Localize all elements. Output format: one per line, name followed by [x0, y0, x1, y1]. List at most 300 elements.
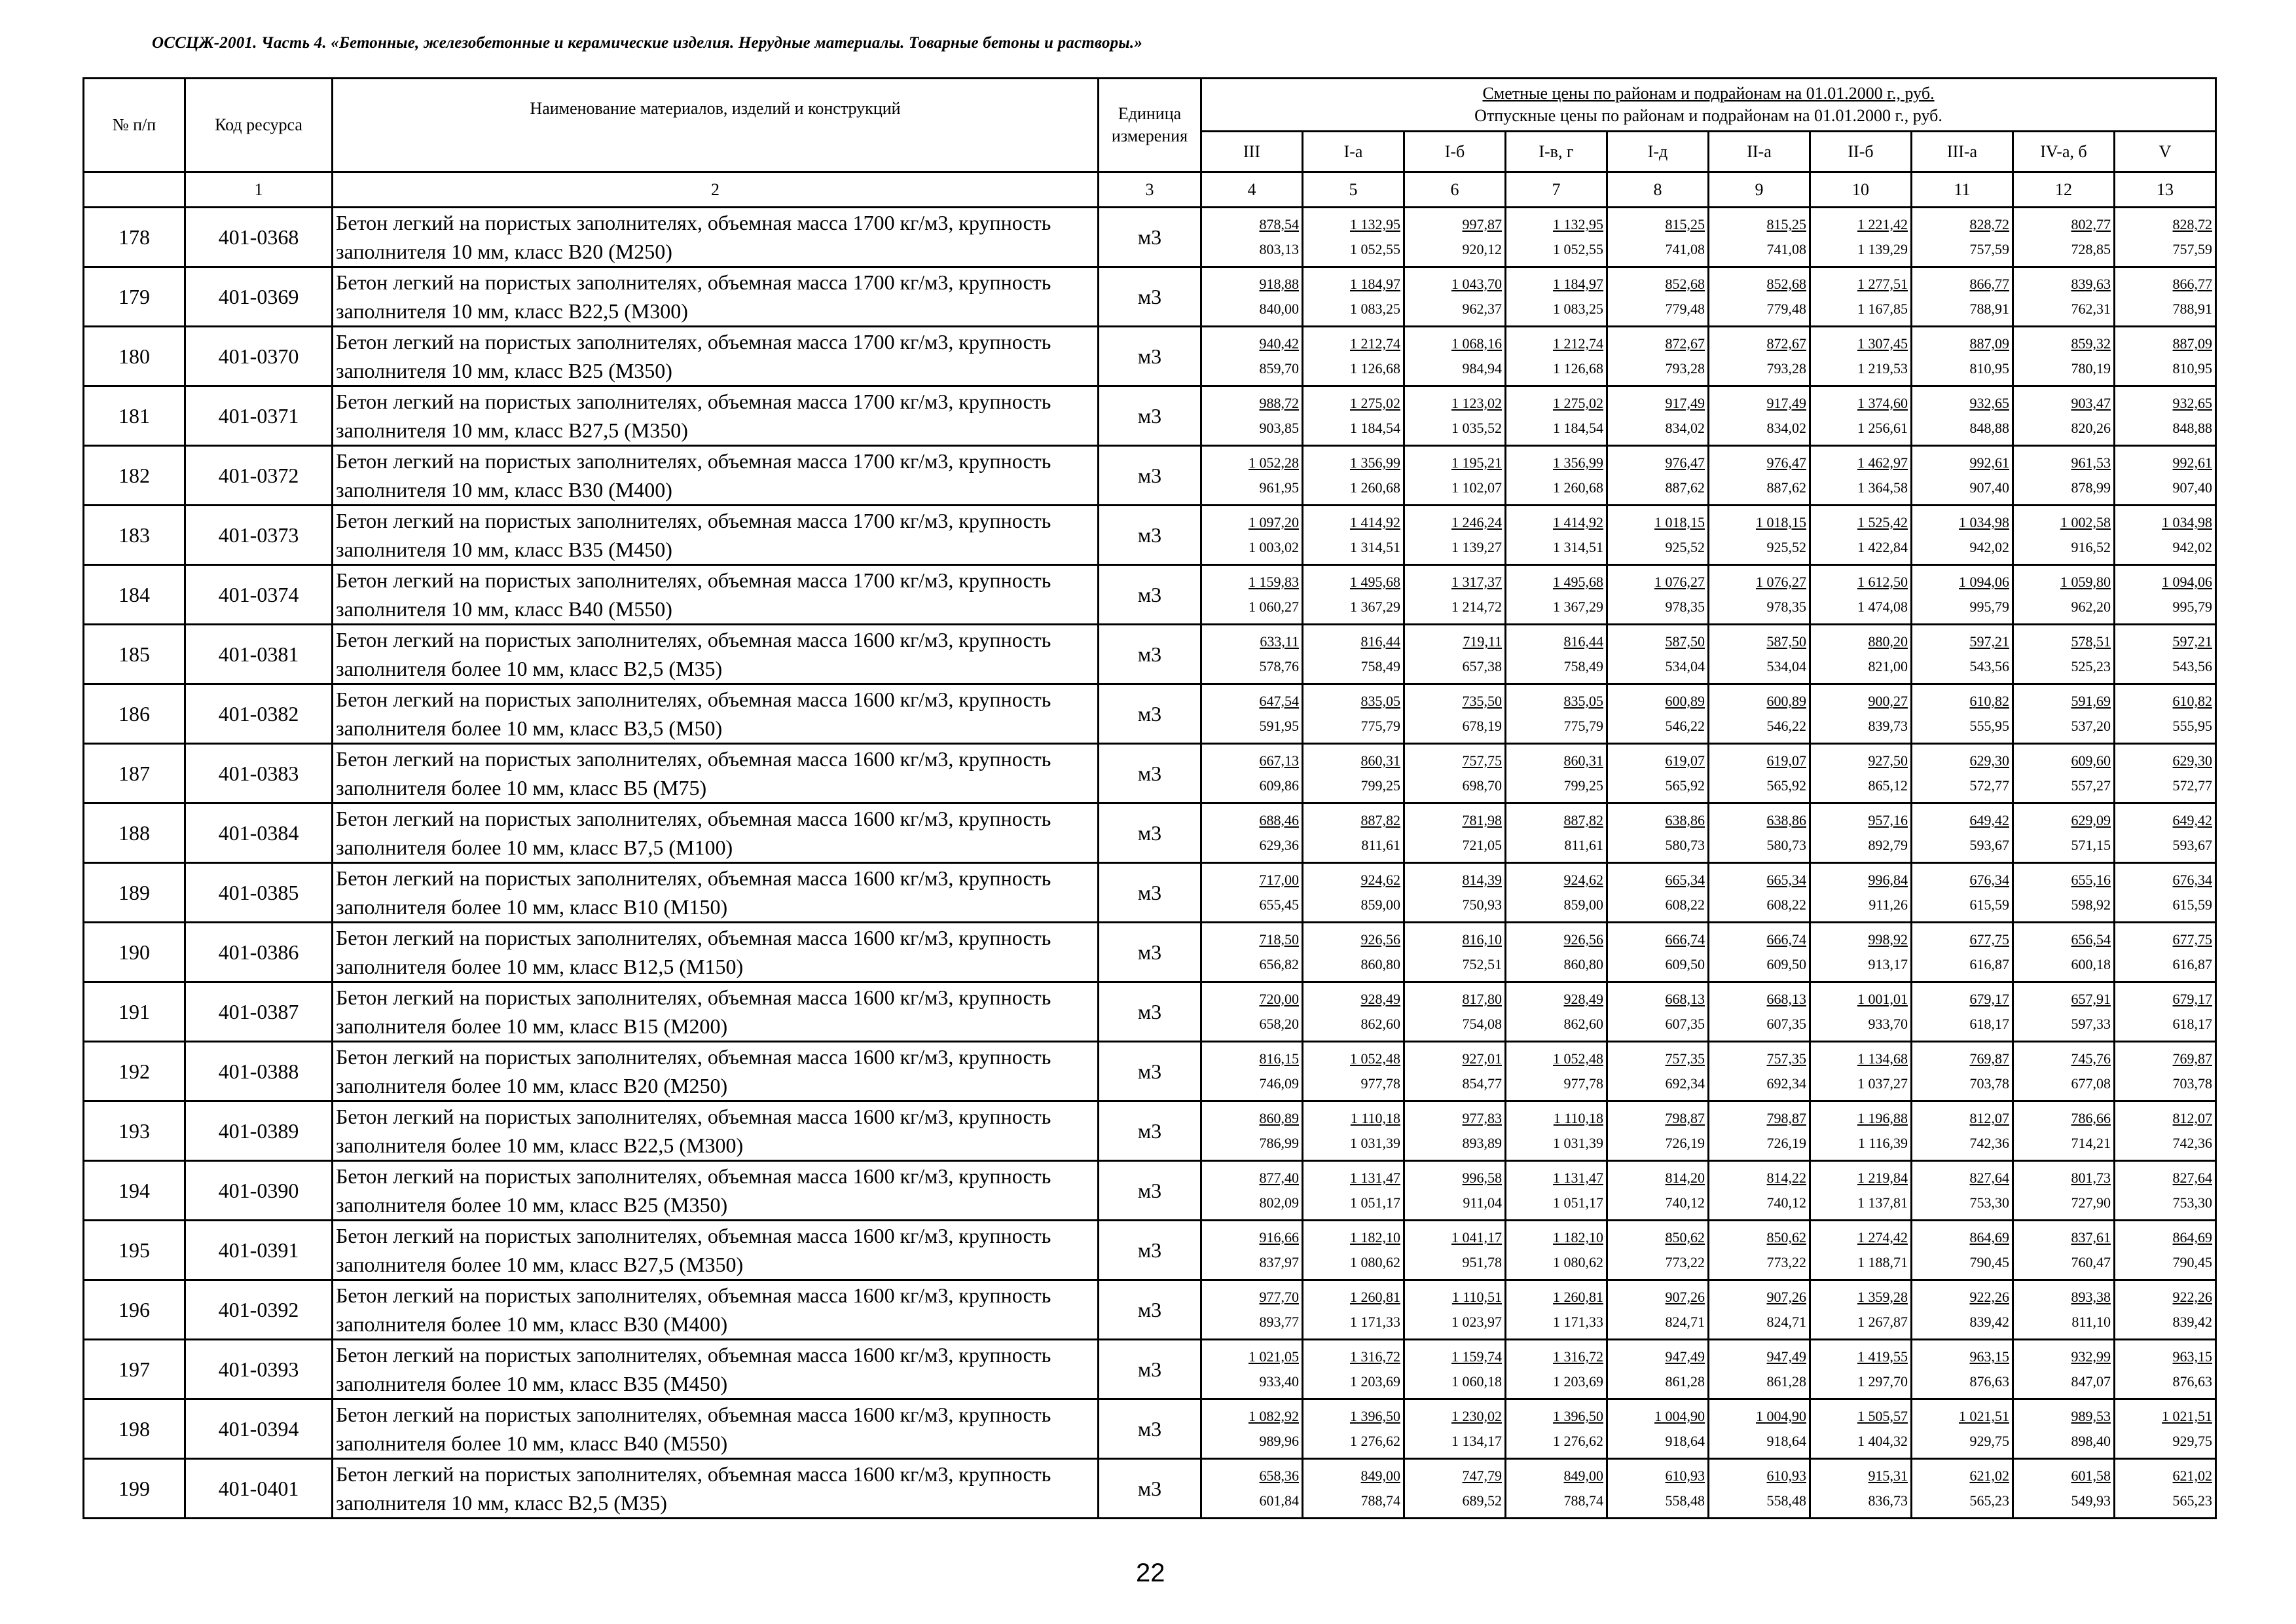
material-name: Бетон легкий на пористых заполнителях, объемная масса 1600 кг/м3, крупность заполнителя более 10 мм, класс В22,5 (М300) — [333, 1101, 1099, 1161]
price-cell — [2013, 1340, 2115, 1399]
price-cell — [1303, 1459, 1404, 1519]
price-cell — [1607, 1221, 1709, 1280]
estimate-price: 947,49 — [1665, 1348, 1705, 1365]
price-cell — [1303, 625, 1404, 684]
estimate-price: 1 110,18 — [1350, 1110, 1400, 1126]
material-name: Бетон легкий на пористых заполнителях, объемная масса 1600 кг/м3, крупность заполнителя 10 мм, класс В2,5 (М35) — [333, 1459, 1099, 1519]
estimate-price: 647,54 — [1259, 693, 1299, 709]
release-price: 600,18 — [2071, 956, 2111, 972]
estimate-price: 1 462,97 — [1857, 454, 1908, 471]
price-title-estimate: Сметные цены по районам и подрайонам на 01.01.2000 г., руб. — [1482, 84, 1935, 103]
material-name: Бетон легкий на пористых заполнителях, объемная масса 1600 кг/м3, крупность заполнителя более 10 мм, класс В20 (М250) — [333, 1042, 1099, 1101]
row-number: 192 — [84, 1042, 185, 1101]
estimate-price: 1 195,21 — [1451, 454, 1502, 471]
estimate-price: 839,63 — [2071, 276, 2111, 292]
release-price: 918,64 — [1665, 1433, 1705, 1449]
column-number: 1 — [185, 172, 333, 208]
release-price: 810,95 — [1969, 360, 2009, 377]
release-price: 799,25 — [1563, 777, 1603, 794]
release-price: 839,73 — [1868, 718, 1908, 734]
release-price: 839,42 — [2172, 1314, 2213, 1330]
price-cell — [2115, 267, 2216, 327]
estimate-price: 747,79 — [1462, 1467, 1502, 1484]
estimate-price: 719,11 — [1463, 633, 1502, 650]
release-price: 916,52 — [2071, 539, 2111, 555]
column-number: 12 — [2013, 172, 2115, 208]
release-price: 1 260,68 — [1350, 479, 1400, 496]
release-price: 793,28 — [1665, 360, 1705, 377]
release-price: 811,61 — [1564, 837, 1603, 853]
estimate-price: 997,87 — [1462, 216, 1502, 232]
row-number: 180 — [84, 327, 185, 386]
estimate-price: 1 182,10 — [1350, 1229, 1400, 1246]
unit-of-measure: м3 — [1099, 1459, 1201, 1519]
price-cell — [1607, 506, 1709, 565]
price-cell — [1912, 1042, 2013, 1101]
price-cell — [1810, 1161, 1912, 1221]
price-cell — [1912, 386, 2013, 446]
release-price: 1 267,87 — [1857, 1314, 1908, 1330]
price-cell — [1607, 1280, 1709, 1340]
estimate-price: 1 123,02 — [1451, 395, 1502, 411]
release-price: 1 276,62 — [1350, 1433, 1400, 1449]
row-number: 199 — [84, 1459, 185, 1519]
estimate-price: 1 505,57 — [1857, 1408, 1908, 1424]
estimate-price: 880,20 — [1868, 633, 1908, 650]
material-name: Бетон легкий на пористых заполнителях, объемная масса 1600 кг/м3, крупность заполнителя более 10 мм, класс В15 (М200) — [333, 982, 1099, 1042]
release-price: 593,67 — [1969, 837, 2009, 853]
price-cell — [1506, 327, 1607, 386]
estimate-price: 961,53 — [2071, 454, 2111, 471]
table-row — [84, 386, 2216, 446]
price-cell — [1607, 446, 1709, 506]
release-price: 721,05 — [1462, 837, 1502, 853]
table-row — [84, 1399, 2216, 1459]
price-cell — [1607, 1161, 1709, 1221]
price-cell — [2013, 1280, 2115, 1340]
price-cell — [2013, 1221, 2115, 1280]
release-price: 925,52 — [1665, 539, 1705, 555]
estimate-price: 745,76 — [2071, 1050, 2111, 1067]
release-price: 656,82 — [1259, 956, 1299, 972]
price-cell — [1404, 1399, 1506, 1459]
estimate-price: 866,77 — [2172, 276, 2213, 292]
release-price: 742,36 — [2172, 1135, 2213, 1151]
price-cell — [1404, 1042, 1506, 1101]
material-name: Бетон легкий на пористых заполнителях, объемная масса 1600 кг/м3, крупность заполнителя более 10 мм, класс В5 (М75) — [333, 744, 1099, 803]
release-price: 1 083,25 — [1350, 301, 1400, 317]
estimate-price: 676,34 — [1969, 872, 2009, 888]
resource-code: 401-0383 — [185, 744, 333, 803]
table-row — [84, 1101, 2216, 1161]
unit-of-measure: м3 — [1099, 1042, 1201, 1101]
release-price: 565,92 — [1665, 777, 1705, 794]
price-cell — [1709, 267, 1810, 327]
price-cell — [1810, 625, 1912, 684]
estimate-price: 591,69 — [2071, 693, 2111, 709]
unit-of-measure: м3 — [1099, 386, 1201, 446]
price-cell — [2115, 1280, 2216, 1340]
release-price: 1 051,17 — [1350, 1194, 1400, 1211]
estimate-price: 717,00 — [1259, 872, 1299, 888]
release-price: 740,12 — [1665, 1194, 1705, 1211]
material-name: Бетон легкий на пористых заполнителях, объемная масса 1700 кг/м3, крупность заполнителя 10 мм, класс В25 (М350) — [333, 327, 1099, 386]
price-cell — [1607, 863, 1709, 923]
release-price: 1 404,32 — [1857, 1433, 1908, 1449]
release-price: 591,95 — [1259, 718, 1299, 734]
price-cell — [1506, 1161, 1607, 1221]
release-price: 537,20 — [2071, 718, 2111, 734]
estimate-price: 1 018,15 — [1756, 514, 1806, 530]
price-cell — [1303, 506, 1404, 565]
estimate-price: 1 052,48 — [1553, 1050, 1603, 1067]
estimate-price: 963,15 — [1969, 1348, 2009, 1365]
release-price: 834,02 — [1766, 420, 1806, 436]
price-cell — [1303, 208, 1404, 267]
column-number: 3 — [1099, 172, 1201, 208]
resource-code: 401-0371 — [185, 386, 333, 446]
estimate-price: 814,20 — [1665, 1170, 1705, 1186]
price-cell — [2013, 1459, 2115, 1519]
price-cell — [2115, 923, 2216, 982]
release-price: 802,09 — [1259, 1194, 1299, 1211]
release-price: 876,63 — [1969, 1373, 2009, 1390]
price-cell — [1912, 684, 2013, 744]
table-row — [84, 1340, 2216, 1399]
price-cell — [1303, 684, 1404, 744]
estimate-price: 1 212,74 — [1350, 335, 1400, 352]
estimate-price: 1 094,06 — [2162, 574, 2213, 590]
estimate-price: 668,13 — [1665, 991, 1705, 1007]
estimate-price: 688,46 — [1259, 812, 1299, 828]
release-price: 1 203,69 — [1553, 1373, 1603, 1390]
price-cell — [2115, 208, 2216, 267]
resource-code: 401-0373 — [185, 506, 333, 565]
estimate-price: 601,58 — [2071, 1467, 2111, 1484]
price-cell — [1506, 386, 1607, 446]
price-cell — [1810, 1221, 1912, 1280]
estimate-price: 1 260,81 — [1553, 1289, 1603, 1305]
row-number: 182 — [84, 446, 185, 506]
estimate-price: 866,77 — [1969, 276, 2009, 292]
estimate-price: 1 132,95 — [1350, 216, 1400, 232]
release-price: 788,74 — [1360, 1492, 1400, 1509]
unit-of-measure: м3 — [1099, 506, 1201, 565]
price-cell — [1709, 506, 1810, 565]
price-cell — [1912, 327, 2013, 386]
release-price: 703,78 — [2172, 1075, 2213, 1092]
unit-of-measure: м3 — [1099, 208, 1201, 267]
price-cell — [1404, 625, 1506, 684]
release-price: 1 083,25 — [1553, 301, 1603, 317]
price-cell — [1607, 1459, 1709, 1519]
release-price: 788,91 — [1969, 301, 2009, 317]
row-number: 191 — [84, 982, 185, 1042]
price-cell — [2115, 506, 2216, 565]
estimate-price: 677,75 — [2172, 931, 2213, 948]
estimate-price: 852,68 — [1665, 276, 1705, 292]
row-number: 190 — [84, 923, 185, 982]
release-price: 903,85 — [1259, 420, 1299, 436]
estimate-price: 903,47 — [2071, 395, 2111, 411]
release-price: 572,77 — [2172, 777, 2213, 794]
estimate-price: 1 131,47 — [1350, 1170, 1400, 1186]
price-cell — [1607, 267, 1709, 327]
release-price: 571,15 — [2071, 837, 2111, 853]
release-price: 918,64 — [1766, 1433, 1806, 1449]
release-price: 862,60 — [1360, 1016, 1400, 1032]
price-cell — [1506, 506, 1607, 565]
estimate-price: 1 196,88 — [1857, 1110, 1908, 1126]
release-price: 961,95 — [1259, 479, 1299, 496]
release-price: 549,93 — [2071, 1492, 2111, 1509]
table-row — [84, 1459, 2216, 1519]
price-cell — [2013, 506, 2115, 565]
estimate-price: 757,75 — [1462, 752, 1502, 769]
price-cell — [1201, 744, 1303, 803]
price-cell — [1709, 625, 1810, 684]
release-price: 920,12 — [1462, 241, 1502, 257]
estimate-price: 922,26 — [2172, 1289, 2213, 1305]
estimate-price: 915,31 — [1868, 1467, 1908, 1484]
release-price: 565,23 — [1969, 1492, 2009, 1509]
release-price: 788,74 — [1563, 1492, 1603, 1509]
price-cell — [2013, 1042, 2115, 1101]
estimate-price: 864,69 — [2172, 1229, 2213, 1246]
column-number: 10 — [1810, 172, 1912, 208]
release-price: 740,12 — [1766, 1194, 1806, 1211]
price-cell — [1810, 1459, 1912, 1519]
estimate-price: 872,67 — [1665, 335, 1705, 352]
price-cell — [2013, 565, 2115, 625]
unit-of-measure: м3 — [1099, 684, 1201, 744]
release-price: 840,00 — [1259, 301, 1299, 317]
unit-of-measure: м3 — [1099, 1221, 1201, 1280]
column-number-row — [84, 172, 2216, 208]
material-name: Бетон легкий на пористых заполнителях, объемная масса 1600 кг/м3, крупность заполнителя более 10 мм, класс В7,5 (М100) — [333, 803, 1099, 863]
release-price: 773,22 — [1665, 1254, 1705, 1270]
price-cell — [1912, 1161, 2013, 1221]
release-price: 726,19 — [1766, 1135, 1806, 1151]
table-row — [84, 1221, 2216, 1280]
price-cell — [1810, 744, 1912, 803]
material-name: Бетон легкий на пористых заполнителях, объемная масса 1700 кг/м3, крупность заполнителя 10 мм, класс В40 (М550) — [333, 565, 1099, 625]
table-row — [84, 863, 2216, 923]
price-cell — [1912, 1101, 2013, 1161]
region-header: II-а — [1709, 132, 1810, 172]
row-number: 196 — [84, 1280, 185, 1340]
estimate-price: 668,13 — [1766, 991, 1806, 1007]
column-number: 8 — [1607, 172, 1709, 208]
estimate-price: 992,61 — [2172, 454, 2213, 471]
price-cell — [1201, 863, 1303, 923]
estimate-price: 872,67 — [1766, 335, 1806, 352]
release-price: 1 171,33 — [1553, 1314, 1603, 1330]
unit-of-measure: м3 — [1099, 1101, 1201, 1161]
price-cell — [1506, 744, 1607, 803]
release-price: 580,73 — [1665, 837, 1705, 853]
release-price: 616,87 — [2172, 956, 2213, 972]
column-number-blank — [84, 172, 185, 208]
estimate-price: 720,00 — [1259, 991, 1299, 1007]
resource-code: 401-0381 — [185, 625, 333, 684]
estimate-price: 1 004,90 — [1756, 1408, 1806, 1424]
price-cell — [1303, 386, 1404, 446]
region-header: I-д — [1607, 132, 1709, 172]
price-cell — [1912, 1340, 2013, 1399]
release-price: 525,23 — [2071, 658, 2111, 674]
release-price: 757,59 — [2172, 241, 2213, 257]
price-cell — [1404, 923, 1506, 982]
table-row — [84, 982, 2216, 1042]
estimate-price: 769,87 — [2172, 1050, 2213, 1067]
material-name: Бетон легкий на пористых заполнителях, объемная масса 1700 кг/м3, крупность заполнителя 10 мм, класс В27,5 (М350) — [333, 386, 1099, 446]
price-cell — [1607, 208, 1709, 267]
price-cell — [1201, 267, 1303, 327]
material-name: Бетон легкий на пористых заполнителях, объемная масса 1600 кг/м3, крупность заполнителя более 10 мм, класс В27,5 (М350) — [333, 1221, 1099, 1280]
release-price: 859,00 — [1563, 896, 1603, 913]
unit-of-measure: м3 — [1099, 625, 1201, 684]
release-price: 555,95 — [1969, 718, 2009, 734]
release-price: 1 037,27 — [1857, 1075, 1908, 1092]
release-price: 608,22 — [1766, 896, 1806, 913]
estimate-price: 600,89 — [1665, 693, 1705, 709]
unit-of-measure: м3 — [1099, 1399, 1201, 1459]
release-price: 1 203,69 — [1350, 1373, 1400, 1390]
release-price: 607,35 — [1665, 1016, 1705, 1032]
release-price: 578,76 — [1259, 658, 1299, 674]
price-cell — [1607, 1101, 1709, 1161]
price-cell — [1303, 923, 1404, 982]
release-price: 929,75 — [1969, 1433, 2009, 1449]
release-price: 546,22 — [1665, 718, 1705, 734]
price-cell — [1201, 1161, 1303, 1221]
estimate-price: 665,34 — [1665, 872, 1705, 888]
release-price: 1 474,08 — [1857, 599, 1908, 615]
price-cell — [2115, 1161, 2216, 1221]
price-cell — [1912, 982, 2013, 1042]
price-cell — [1303, 327, 1404, 386]
price-cell — [1303, 1399, 1404, 1459]
release-price: 1 051,17 — [1553, 1194, 1603, 1211]
estimate-price: 629,30 — [2172, 752, 2213, 769]
estimate-price: 1 316,72 — [1350, 1348, 1400, 1365]
estimate-price: 1 316,72 — [1553, 1348, 1603, 1365]
price-cell — [2115, 982, 2216, 1042]
region-header: II-б — [1810, 132, 1912, 172]
release-price: 1 139,29 — [1857, 241, 1908, 257]
estimate-price: 940,42 — [1259, 335, 1299, 352]
price-cell — [1201, 327, 1303, 386]
estimate-price: 814,22 — [1766, 1170, 1806, 1186]
release-price: 893,89 — [1462, 1135, 1502, 1151]
unit-of-measure: м3 — [1099, 1280, 1201, 1340]
estimate-price: 849,00 — [1563, 1467, 1603, 1484]
unit-of-measure: м3 — [1099, 565, 1201, 625]
release-price: 962,37 — [1462, 301, 1502, 317]
price-cell — [2115, 386, 2216, 446]
release-price: 1 256,61 — [1857, 420, 1908, 436]
estimate-price: 815,25 — [1665, 216, 1705, 232]
column-number: 4 — [1201, 172, 1303, 208]
price-cell — [1810, 1399, 1912, 1459]
release-price: 692,34 — [1665, 1075, 1705, 1092]
price-cell — [1201, 923, 1303, 982]
price-cell — [1303, 982, 1404, 1042]
release-price: 861,28 — [1665, 1373, 1705, 1390]
release-price: 848,88 — [2172, 420, 2213, 436]
price-cell — [1607, 1340, 1709, 1399]
price-cell — [2013, 744, 2115, 803]
price-cell — [1810, 1101, 1912, 1161]
release-price: 609,86 — [1259, 777, 1299, 794]
release-price: 837,97 — [1259, 1254, 1299, 1270]
release-price: 1 102,07 — [1451, 479, 1502, 496]
estimate-price: 877,40 — [1259, 1170, 1299, 1186]
price-cell — [1810, 208, 1912, 267]
unit-of-measure: м3 — [1099, 1161, 1201, 1221]
release-price: 1 052,55 — [1350, 241, 1400, 257]
price-cell — [1912, 267, 2013, 327]
estimate-price: 679,17 — [2172, 991, 2213, 1007]
estimate-price: 619,07 — [1766, 752, 1806, 769]
release-price: 790,45 — [2172, 1254, 2213, 1270]
estimate-price: 1 356,99 — [1350, 454, 1400, 471]
table-row — [84, 446, 2216, 506]
estimate-price: 656,54 — [2071, 931, 2111, 948]
unit-of-measure: м3 — [1099, 863, 1201, 923]
release-price: 989,96 — [1259, 1433, 1299, 1449]
price-cell — [1912, 1399, 2013, 1459]
release-price: 892,79 — [1868, 837, 1908, 853]
release-price: 750,93 — [1462, 896, 1502, 913]
price-cell — [1506, 1042, 1607, 1101]
table-row — [84, 327, 2216, 386]
estimate-price: 900,27 — [1868, 693, 1908, 709]
price-cell — [1303, 446, 1404, 506]
price-cell — [1303, 565, 1404, 625]
estimate-price: 1 182,10 — [1553, 1229, 1603, 1246]
release-price: 887,62 — [1766, 479, 1806, 496]
release-price: 978,35 — [1766, 599, 1806, 615]
price-cell — [1506, 267, 1607, 327]
estimate-price: 859,32 — [2071, 335, 2111, 352]
release-price: 780,19 — [2071, 360, 2111, 377]
estimate-price: 610,82 — [1969, 693, 2009, 709]
price-cell — [1404, 446, 1506, 506]
release-price: 698,70 — [1462, 777, 1502, 794]
material-name: Бетон легкий на пористых заполнителях, объемная масса 1600 кг/м3, крупность заполнителя более 10 мм, класс В12,5 (М150) — [333, 923, 1099, 982]
release-price: 824,71 — [1665, 1314, 1705, 1330]
estimate-price: 658,36 — [1259, 1467, 1299, 1484]
price-cell — [1404, 863, 1506, 923]
price-cell — [1810, 386, 1912, 446]
col-header-num: № п/п — [84, 79, 185, 172]
release-price: 878,99 — [2071, 479, 2111, 496]
material-name: Бетон легкий на пористых заполнителях, объемная масса 1700 кг/м3, крупность заполнителя 10 мм, класс В30 (М400) — [333, 446, 1099, 506]
price-cell — [1303, 1042, 1404, 1101]
unit-of-measure: м3 — [1099, 327, 1201, 386]
release-price: 984,94 — [1462, 360, 1502, 377]
estimate-price: 893,38 — [2071, 1289, 2111, 1305]
unit-of-measure: м3 — [1099, 446, 1201, 506]
price-cell — [1810, 863, 1912, 923]
price-cell — [1404, 1340, 1506, 1399]
estimate-price: 850,62 — [1766, 1229, 1806, 1246]
price-cell — [2115, 625, 2216, 684]
row-number: 186 — [84, 684, 185, 744]
estimate-price: 1 021,51 — [1959, 1408, 2009, 1424]
